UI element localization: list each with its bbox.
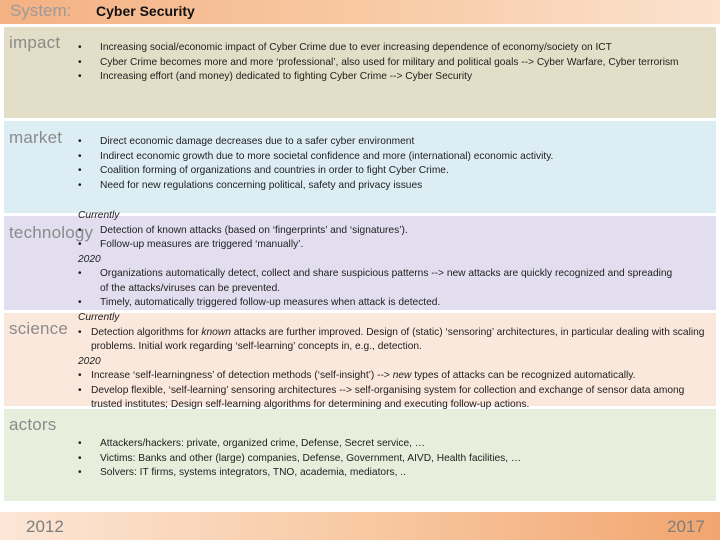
technology-content [78,209,678,311]
list-item: • Increasing social/economic impact of Cyber Crime due to ever increasing dependence of economy/society on ICT [78,41,688,56]
science-currently-text-post: attacks are further improved. Design of (static) ‘sensoring’ architectures, in particular dealing with scaling problems. Initial work regarding ‘self-learning’ concepts in, e.g., detection. [91,326,705,352]
list-item: • Develop flexible, ‘self-learning’ sensoring architectures --> self-organising system for collection and exchange of sensor data among trusted institutes; Design self-learning algorithms for determining and executing follow-up actions. [78,384,708,413]
science-content [78,311,708,413]
science-currently-text-pre: Detection algorithms for [91,326,202,338]
science-future-text-pre: Increase ‘self-learningness’ of detection methods (‘self-insight’) --> [91,370,393,381]
impact-label: impact [9,33,61,52]
list-item: • Follow-up measures are triggered ‘manually’. [78,238,678,253]
market-content [78,135,698,193]
science-future-text-em: new [392,370,412,381]
list-item [78,326,708,355]
list-item: • Timely, automatically triggered follow-up measures when attack is detected. [78,296,678,311]
impact-content [78,41,688,85]
science-future-text-post: types of attacks can be recognized automatically. [411,370,636,381]
list-item: • Solvers: IT firms, systems integrators, TNO, academia, mediators, .. [78,466,698,481]
technology-currently-list [78,224,678,253]
impact-list [78,41,688,85]
page-title: Cyber Security [96,3,195,19]
list-item: • Direct economic damage decreases due to a safer cyber environment [78,135,698,150]
actors-content [78,437,698,481]
science-label: science [9,319,69,338]
timeline-start-year: 2012 [26,517,64,536]
actors-label: actors [9,415,57,434]
list-item: • Cyber Crime becomes more and more ‘professional’, also used for military and political goals --> Cyber Warfare, Cyber terrorism [78,56,688,71]
list-item: • Organizations automatically detect, collect and share suspicious patterns --> new attacks are quickly recognized and spreading of the attacks/viruses can be prevented. [78,267,678,296]
actors-list [78,437,698,481]
list-item: • Coalition forming of organizations and countries in order to fight Cyber Crime. [78,164,698,179]
timeline-end-year: 2017 [667,517,705,536]
technology-future-heading: 2020 [78,253,101,265]
list-item: • Attackers/hackers: private, organized crime, Defense, Secret service, … [78,437,698,452]
list-item: • Detection of known attacks (based on ‘fingerprints’ and ‘signatures’). [78,224,678,239]
list-item: • Victims: Banks and other (large) companies, Defense, Government, AIVD, Health facilities, … [78,452,698,467]
system-label: System: [10,1,72,20]
science-future-list [78,369,708,413]
science-currently-heading: Currently [78,312,120,323]
list-item: • Increasing effort (and money) dedicated to fighting Cyber Crime --> Cyber Security [78,70,688,85]
technology-future-list [78,267,678,311]
market-list [78,135,698,193]
science-currently-text-em: known [201,326,231,338]
timeline-bar [0,512,720,540]
list-item [78,369,708,384]
market-label: market [9,128,63,147]
science-currently-list [78,326,708,355]
technology-currently-heading: Currently [78,210,120,221]
science-future-heading: 2020 [78,355,101,367]
technology-label: technology [9,223,94,242]
list-item: • Need for new regulations concerning political, safety and privacy issues [78,179,698,194]
list-item: • Indirect economic growth due to more societal confidence and more (international) economic activity. [78,150,698,165]
